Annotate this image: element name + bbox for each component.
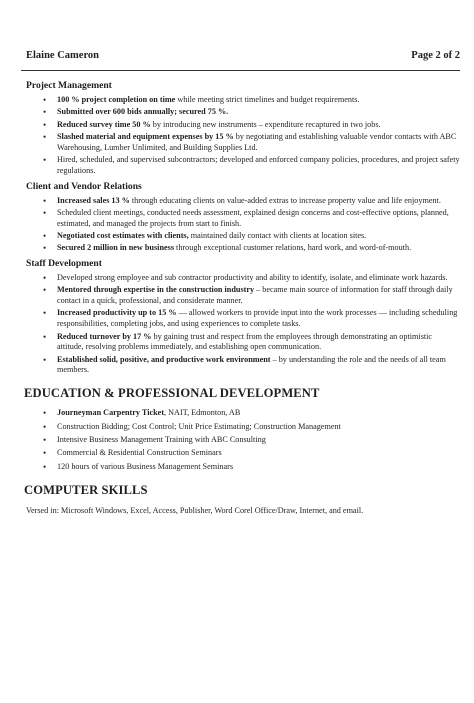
list-item (24, 285, 460, 307)
list-item (24, 208, 460, 230)
computer-skills-text: Versed in: Microsoft Windows, Excel, Access, Publisher, Word Corel Office/Draw, Internet, and email. (26, 505, 364, 515)
list-item (24, 155, 460, 177)
bullet-icon: • (43, 95, 47, 105)
bullet-icon: • (43, 154, 47, 165)
page-number: Page 2 of 2 (411, 50, 460, 61)
bullet-icon: • (43, 408, 47, 419)
education-heading: EDUCATION & PROFESSIONAL DEVELOPMENT (24, 386, 320, 401)
bullet-icon: • (43, 195, 47, 206)
item-highlight: Reduced turnover by 17 % (57, 331, 152, 341)
list-item (24, 95, 460, 106)
bullet-icon: • (43, 230, 47, 241)
bullet-icon: • (43, 331, 47, 342)
bullet-icon: • (43, 308, 47, 319)
section-title-client-vendor: Client and Vendor Relations (26, 180, 142, 192)
item-text: 120 hours of various Business Management Seminars (57, 461, 234, 471)
item-text: Construction Bidding; Cost Control; Unit Price Estimating; Construction Management (57, 421, 341, 431)
bullet-icon: • (43, 461, 47, 472)
list-item (24, 332, 460, 354)
list-item (24, 308, 460, 330)
list-item (24, 448, 460, 459)
computer-skills-heading: COMPUTER SKILLS (24, 482, 148, 497)
header-rule (21, 70, 460, 71)
bullet-icon: • (43, 435, 47, 446)
list-item (24, 355, 460, 377)
item-highlight: Increased productivity up to 15 % (57, 308, 177, 318)
item-text: – became main source of information for staff through daily contact in a quick, professional, and considerate manner. (57, 285, 453, 306)
item-text: — allowed workers to provide input into the work processes — including scheduling responsibilities, completing jobs, and using experiences to complete tasks. (57, 308, 458, 329)
resume-content (24, 80, 460, 516)
list-item (24, 132, 460, 154)
item-text: by introducing new instruments – expenditure recaptured in two jobs. (150, 119, 381, 129)
bullet-icon: • (43, 119, 47, 130)
item-highlight: Journeyman Carpentry Ticket (57, 408, 165, 418)
list-item (24, 231, 460, 242)
item-highlight: Secured 2 million in new business (57, 243, 174, 253)
section-title-project-management: Project Management (26, 80, 112, 91)
bullet-icon: • (43, 354, 47, 365)
bullet-icon: • (43, 207, 47, 218)
bullet-icon: • (43, 131, 47, 142)
project-management-list (24, 95, 460, 177)
list-item (24, 120, 460, 131)
list-item (24, 107, 460, 118)
item-text: Developed strong employee and sub contractor productivity and ability to identify, isolate, and eliminate work hazards. (57, 273, 448, 283)
item-text: Hired, scheduled, and supervised subcontractors; developed and enforced company policies, procedures, and project safety regulations. (57, 154, 460, 175)
item-highlight: Increased sales 13 % (57, 195, 130, 205)
list-item (24, 462, 460, 473)
item-text: by negotiating and establishing valuable vendor contacts with ABC Warehousing, Lumber Unlimited, and Building Supplies Ltd. (57, 131, 457, 152)
item-highlight: Reduced survey time 50 % (57, 119, 151, 129)
item-highlight: Negotiated cost estimates with clients, (57, 230, 189, 240)
item-text: Intensive Business Management Training with ABC Consulting (57, 435, 266, 445)
item-highlight: Slashed material and equipment expenses by 15 % (57, 131, 234, 141)
item-text: – by understanding the role and the needs of all team members. (57, 354, 446, 375)
list-item (24, 408, 460, 419)
bullet-icon: • (43, 421, 47, 432)
item-text: through educating clients on value-added extras to increase property value and life enjoyment. (129, 195, 441, 205)
page-header (26, 50, 460, 64)
list-item (24, 243, 460, 254)
item-text: Scheduled client meetings, conducted needs assessment, explained design concerns and cost-effective options, planned, estimated, and managed the projects from start to finish. (57, 207, 449, 228)
item-highlight: Established solid, positive, and productive work environment (57, 354, 271, 364)
list-item (24, 196, 460, 207)
bullet-icon: • (43, 107, 47, 118)
item-text: through exceptional customer relations, hard work, and word-of-mouth. (174, 243, 412, 253)
list-item (24, 435, 460, 446)
candidate-name: Elaine Cameron (26, 50, 100, 61)
bullet-icon: • (43, 448, 47, 459)
list-item (24, 422, 460, 433)
item-highlight: Mentored through expertise in the construction industry (57, 285, 255, 295)
section-title-staff-development: Staff Development (26, 258, 102, 270)
list-item (24, 273, 460, 284)
item-text: while meeting strict timelines and budget requirements. (175, 95, 360, 104)
item-highlight: Submitted over 600 bids annually; secured 75 %. (57, 107, 229, 117)
bullet-icon: • (43, 273, 47, 284)
item-highlight: 100 % project completion on time (57, 95, 176, 104)
item-text: Commercial & Residential Construction Seminars (57, 448, 222, 458)
client-vendor-list (24, 196, 460, 254)
item-text: by gaining trust and respect from the employees through demonstrating an optimistic attitude, resolving problems immediately, and establishing open communication. (57, 331, 433, 352)
bullet-icon: • (43, 243, 47, 254)
staff-development-list (24, 273, 460, 376)
bullet-icon: • (43, 285, 47, 296)
education-list (24, 408, 460, 472)
item-text: maintained daily contact with clients at location sites. (188, 230, 367, 240)
item-text: , NAIT, Edmonton, AB (164, 408, 241, 418)
